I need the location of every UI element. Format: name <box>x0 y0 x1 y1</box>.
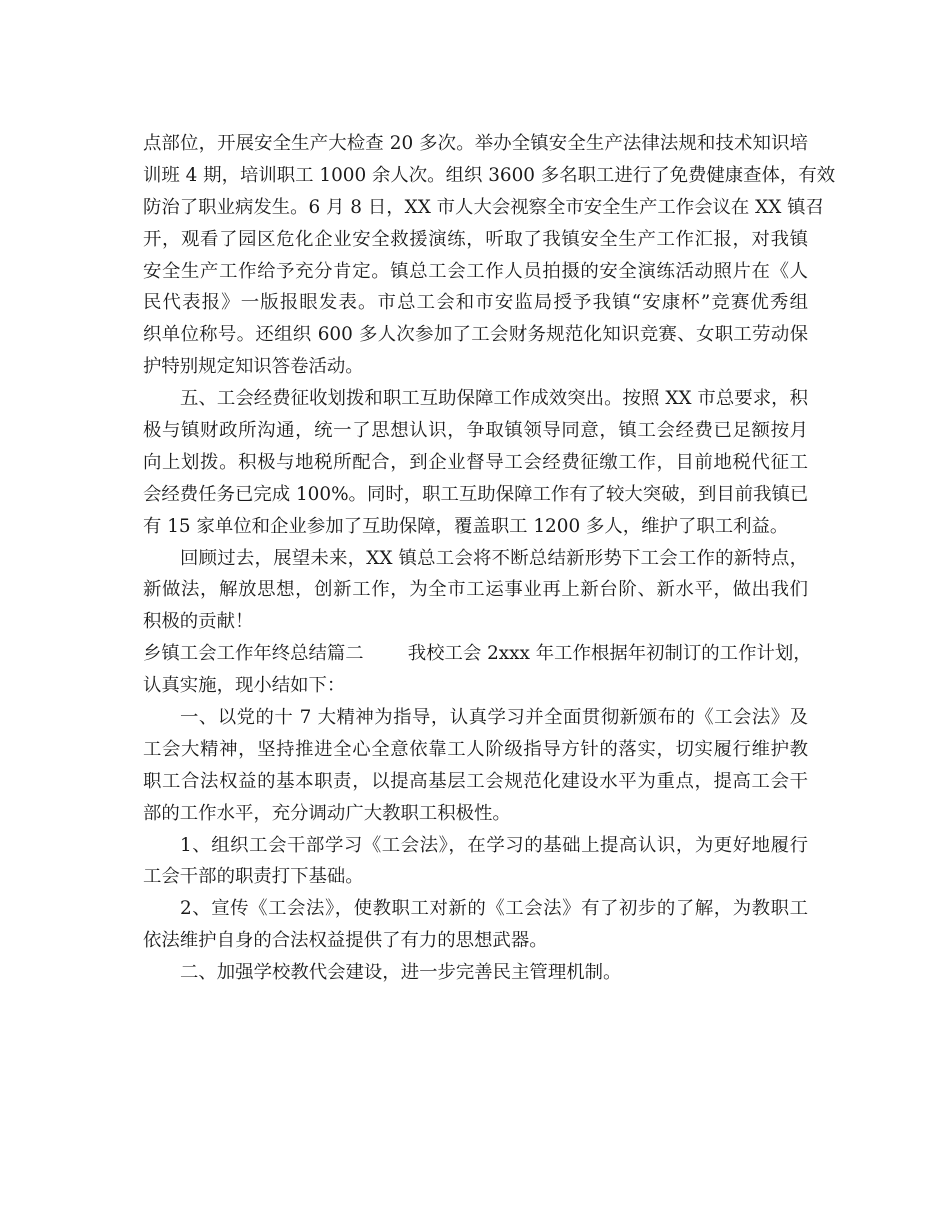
paragraph-line: 积极的贡献！ <box>143 611 254 633</box>
paragraph-line: 1、组织工会干部学习《工会法》，在学习的基础上提高认识，为更好地履行 <box>180 834 808 856</box>
paragraph-line: 依法维护自身的合法权益提供了有力的思想武器。 <box>143 930 548 952</box>
paragraph-line: 回顾过去，展望未来，XX 镇总工会将不断总结新形势下工会工作的新特点， <box>180 547 808 569</box>
paragraph-line: 护特别规定知识答卷活动。 <box>143 356 364 378</box>
paragraph-line: 会经费任务已完成 100%。同时，职工互助保障工作有了较大突破，到目前我镇已 <box>143 483 809 505</box>
paragraph-line: 民代表报》一版报眼发表。市总工会和市安监局授予我镇“安康杯”竞赛优秀组 <box>143 292 808 314</box>
paragraph-line: 训班 4 期，培训职工 1000 余人次。组织 3600 多名职工进行了免费健康查体，有效 <box>143 164 836 186</box>
paragraph-line: 一、以党的十 7 大精神为指导，认真学习并全面贯彻新颁布的《工会法》及 <box>180 707 808 729</box>
paragraph-line: 安全生产工作给予充分肯定。镇总工会工作人员拍摄的安全演练活动照片在《人 <box>143 260 808 282</box>
section-heading: 乡镇工会工作年终总结篇二 <box>143 643 364 665</box>
paragraph-line: 职工合法权益的基本职责，以提高基层工会规范化建设水平为重点，提高工会干 <box>143 770 808 792</box>
paragraph-line: 织单位称号。还组织 600 多人次参加了工会财务规范化知识竞赛、女职工劳动保 <box>143 324 808 346</box>
paragraph-line: 向上划拨。积极与地税所配合，到企业督导工会经费征缴工作，目前地税代征工 <box>143 451 808 473</box>
paragraph-line: 防治了职业病发生。6 月 8 日，XX 市人大会视察全市安全生产工作会议在 XX 镇召 <box>143 196 824 218</box>
paragraph-line: 二、加强学校教代会建设，进一步完善民主管理机制。 <box>180 962 622 984</box>
paragraph-line: 2、宣传《工会法》，使教职工对新的《工会法》有了初步的了解，为教职工 <box>180 898 808 920</box>
paragraph-line: 工会干部的职责打下基础。 <box>143 866 364 888</box>
paragraph-line: 开，观看了园区危化企业安全救援演练，听取了我镇安全生产工作汇报，对我镇 <box>143 228 808 250</box>
paragraph-line: 认真实施，现小结如下： <box>143 675 346 697</box>
section-heading-line <box>143 638 812 670</box>
paragraph-text: 我校工会 2xxx 年工作根据年初制订的工作计划， <box>407 643 812 665</box>
paragraph-line: 极与镇财政所沟通，统一了思想认识，争取镇领导同意，镇工会经费已足额按月 <box>143 420 808 442</box>
paragraph-line: 部的工作水平，充分调动广大教职工积极性。 <box>143 802 511 824</box>
paragraph-line: 五、工会经费征收划拨和职工互助保障工作成效突出。按照 XX 市总要求，积 <box>180 388 808 410</box>
paragraph-line: 有 15 家单位和企业参加了互助保障，覆盖职工 1200 多人，维护了职工利益。 <box>143 515 789 537</box>
document-body <box>143 128 836 989</box>
paragraph-line: 新做法，解放思想，创新工作，为全市工运事业再上新台阶、新水平，做出我们 <box>143 579 808 601</box>
paragraph-line: 点部位，开展安全生产大检查 20 多次。举办全镇安全生产法律法规和技术知识培 <box>143 133 808 154</box>
paragraph-line: 工会大精神，坚持推进全心全意依靠工人阶级指导方针的落实，切实履行维护教 <box>143 738 808 760</box>
